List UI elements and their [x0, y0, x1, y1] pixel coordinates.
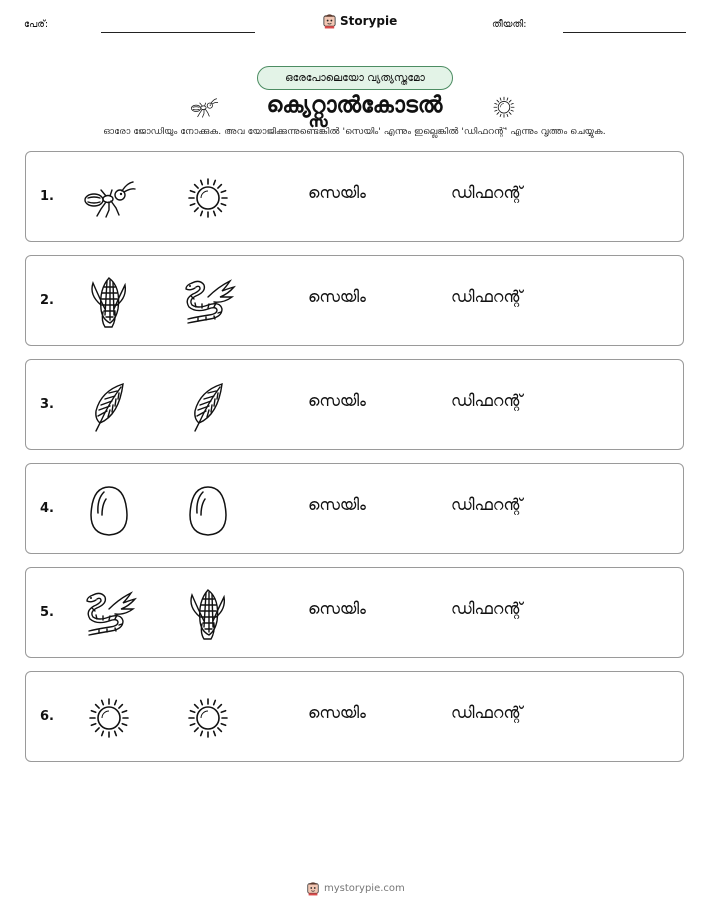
sun-icon	[178, 171, 238, 226]
feather-icon	[178, 379, 238, 434]
corn-icon	[79, 275, 139, 330]
egg-icon	[79, 483, 139, 538]
different-option[interactable]: ഡിഫറന്റ്	[451, 495, 523, 514]
question-card	[25, 463, 684, 554]
question-card	[25, 255, 684, 346]
same-option[interactable]: സെയിം	[308, 703, 366, 722]
question-number: 6.	[40, 709, 54, 724]
question-number: 2.	[40, 293, 54, 308]
question-card	[25, 567, 684, 658]
same-option[interactable]: സെയിം	[308, 391, 366, 410]
feathered-serpent-icon	[178, 275, 238, 330]
question-number: 1.	[40, 189, 54, 204]
title-row	[0, 90, 709, 122]
mascot-icon	[322, 12, 337, 29]
feathered-serpent-icon	[79, 587, 139, 642]
question-number: 4.	[40, 501, 54, 516]
footer-url: mystorypie.com	[324, 882, 405, 894]
date-label: തീയതി:	[492, 19, 527, 30]
same-option[interactable]: സെയിം	[308, 599, 366, 618]
same-option[interactable]: സെയിം	[308, 287, 366, 306]
different-option[interactable]: ഡിഫറന്റ്	[451, 391, 523, 410]
question-card	[25, 671, 684, 762]
name-line[interactable]	[101, 32, 255, 33]
same-option[interactable]: സെയിം	[308, 183, 366, 202]
question-card	[25, 359, 684, 450]
mascot-icon	[306, 880, 320, 896]
page-title: ക്യെറ്റ്സാൽകോടൽ	[266, 93, 443, 118]
different-option[interactable]: ഡിഫറന്റ്	[451, 183, 523, 202]
same-option[interactable]: സെയിം	[308, 495, 366, 514]
name-label: പേര്:	[24, 19, 49, 30]
brand-name: Storypie	[340, 13, 398, 28]
instructions: ഓരോ ജോഡിയും നോക്കുക. അവ യോജിക്കുന്നുണ്ടെങ്കിൽ 'സെയിം' എന്നും ഇല്ലെങ്കിൽ 'ഡിഫറന്റ്' എന്നും വൃത്തം ചെയ്യുക.	[103, 126, 606, 137]
date-line[interactable]	[563, 32, 686, 33]
ant-icon	[79, 171, 139, 226]
different-option[interactable]: ഡിഫറന്റ്	[451, 599, 523, 618]
sun-icon	[488, 93, 520, 122]
different-option[interactable]: ഡിഫറന്റ്	[451, 287, 523, 306]
corn-icon	[178, 587, 238, 642]
question-card	[25, 151, 684, 242]
question-number: 5.	[40, 605, 54, 620]
brand-logo	[322, 12, 397, 29]
different-option[interactable]: ഡിഫറന്റ്	[451, 703, 523, 722]
sun-icon	[178, 691, 238, 746]
egg-icon	[178, 483, 238, 538]
sun-icon	[79, 691, 139, 746]
question-number: 3.	[40, 397, 54, 412]
feather-icon	[79, 379, 139, 434]
footer	[306, 880, 405, 896]
topic-badge: ഒരേപോലെയോ വ്യത്യസ്തമോ	[257, 66, 453, 90]
